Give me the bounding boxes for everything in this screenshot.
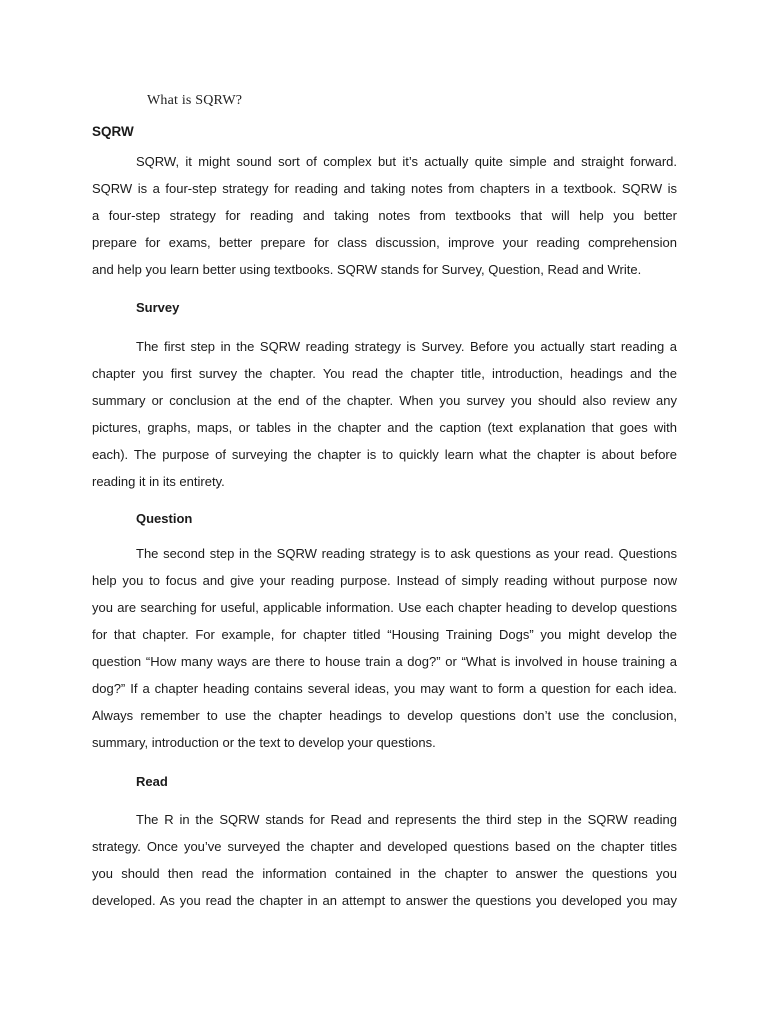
document-title: What is SQRW?: [147, 93, 243, 108]
section-heading-read: Read: [136, 774, 168, 789]
paragraph-line: help you to focus and give your reading purpose. Instead of simply reading without purpose now: [92, 573, 677, 588]
paragraph-line: a four-step strategy for reading and taking notes from textbooks that will help you better: [92, 208, 677, 223]
paragraph-line: reading it in its entirety.: [92, 474, 225, 489]
paragraph-line: strategy. Once you’ve surveyed the chapter and developed questions based on the chapter titles: [92, 839, 677, 854]
section-heading-question: Question: [136, 511, 193, 526]
section-heading-survey: Survey: [136, 300, 180, 315]
paragraph-line: dog?” If a chapter heading contains several ideas, you may want to form a question for each idea.: [92, 681, 677, 696]
paragraph-line: The first step in the SQRW reading strategy is Survey. Before you actually start reading a: [136, 339, 677, 354]
paragraph-line: SQRW is a four-step strategy for reading and taking notes from chapters in a textbook. SQRW is: [92, 181, 677, 196]
paragraph-line: question “How many ways are there to house train a dog?” or “What is involved in house training a: [92, 654, 677, 669]
paragraph-line: prepare for exams, better prepare for class discussion, improve your reading comprehension: [92, 235, 677, 250]
survey-paragraph: [92, 333, 677, 495]
paragraph-line: summary or conclusion at the end of the chapter. When you survey you should also review any: [92, 393, 677, 408]
read-paragraph: [92, 806, 677, 914]
paragraph-line: pictures, graphs, maps, or tables in the chapter and the caption (text explanation that goes with: [92, 420, 677, 435]
paragraph-line: for that chapter. For example, for chapter titled “Housing Training Dogs” you might develop the: [92, 627, 677, 642]
question-paragraph: [92, 540, 677, 756]
paragraph-line: The R in the SQRW stands for Read and represents the third step in the SQRW reading: [136, 812, 677, 827]
paragraph-line: and help you learn better using textbooks. SQRW stands for Survey, Question, Read and Write.: [92, 262, 642, 277]
paragraph-line: summary, introduction or the text to develop your questions.: [92, 735, 436, 750]
paragraph-line: you are searching for useful, applicable information. Use each chapter heading to develop questions: [92, 600, 677, 615]
paragraph-line: each). The purpose of surveying the chapter is to quickly learn what the chapter is about before: [92, 447, 677, 462]
paragraph-line: you should then read the information contained in the chapter to answer the questions you: [92, 866, 677, 881]
paragraph-line: chapter you first survey the chapter. You read the chapter title, introduction, headings and the: [92, 366, 677, 381]
intro-paragraph: [92, 148, 677, 283]
paragraph-line: SQRW, it might sound sort of complex but it’s actually quite simple and straight forward.: [136, 154, 677, 169]
paragraph-line: developed. As you read the chapter in an attempt to answer the questions you developed you may: [92, 893, 677, 908]
document-heading: SQRW: [92, 124, 134, 139]
paragraph-line: Always remember to use the chapter headings to develop questions don’t use the conclusion,: [92, 708, 677, 723]
paragraph-line: The second step in the SQRW reading strategy is to ask questions as your read. Questions: [136, 546, 677, 561]
